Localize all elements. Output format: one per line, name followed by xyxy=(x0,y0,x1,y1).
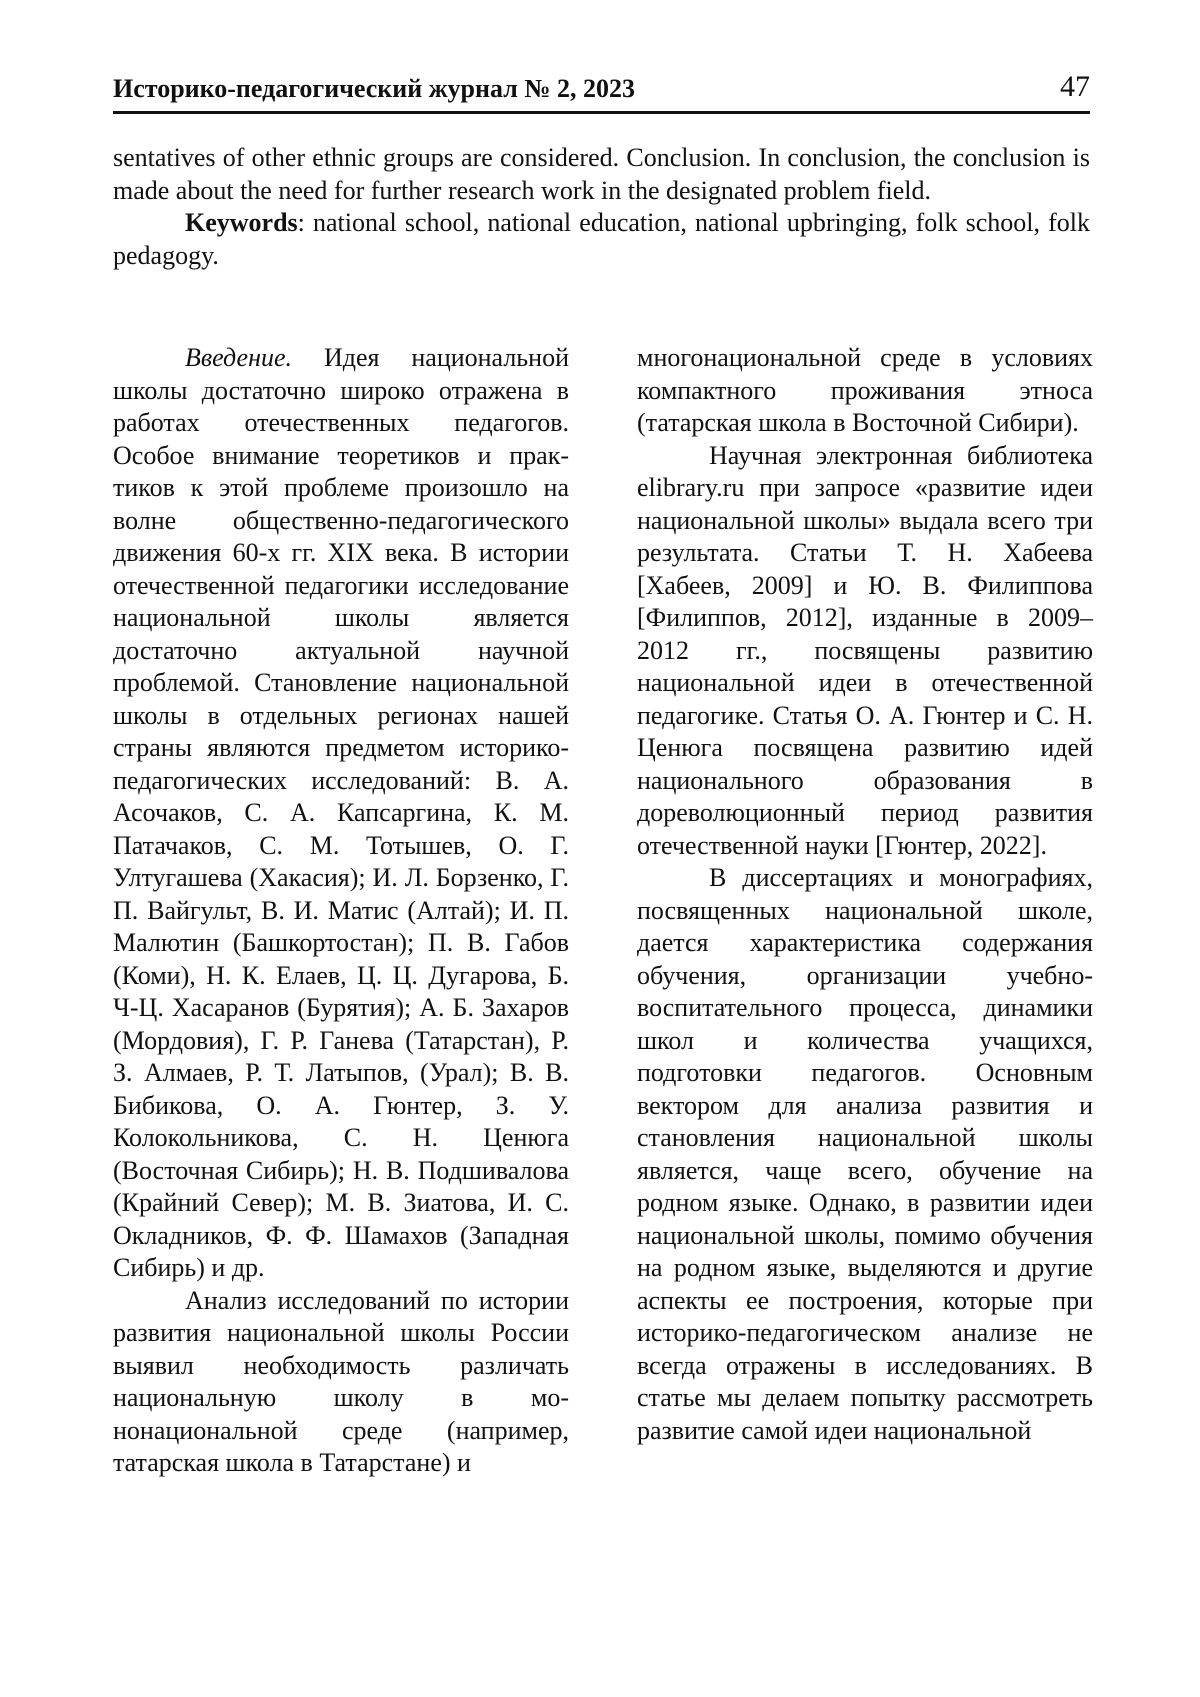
keywords-text: : national school, national education, national upbringing, folk school, folk pedagogy. xyxy=(113,208,1090,270)
right-column xyxy=(637,342,1093,1447)
introduction-text: Идея национальной школы достаточно широко отражена в работах отечественных педагогов. Особое внимание теоретиков и практиков к этой проблеме произошло на волне общественно-педагогического движения 60-х гг. XIX века. В истории отечественной педагогики исследование национальной школы является достаточно актуальной научной проблемой. Становление национальной школы в отдельных регионах нашей страны являются предметом историко-педагогических исследований: В. А. Асочаков, С. А. Капсаргина, К. М. Патачаков, С. М. Тотышев, О. Г. Ултугашева (Хакасия); И. Л. Борзенко, Г. П. Вайгульт, В. И. Матис (Алтай); И. П. Малютин (Башкортостан); П. В. Габов (Коми), Н. К. Елаев, Ц. Ц. Дугарова, Б. Ч-Ц. Хасаранов (Бурятия); А. Б. Захаров (Мордовия), Г. Р. Ганева (Татарстан), Р. З. Алмаев, Р. Т. Латыпов, (Урал); В. В. Бибикова, О. А. Гюнтер, З. У. Колокольникова, С. Н. Ценюга (Восточная Сибирь); Н. В. Подшивалова (Крайний Север); М. В. Зиатова, И. С. Окладников, Ф. Ф. Шамахов (Западная Сибирь) и др. xyxy=(113,343,569,1282)
abstract-section xyxy=(113,142,1090,272)
page-number: 47 xyxy=(1060,70,1090,103)
keywords-paragraph xyxy=(113,207,1090,272)
introduction-paragraph xyxy=(113,342,569,1285)
left-column xyxy=(113,342,569,1480)
keywords-label: Keywords xyxy=(185,208,298,237)
running-header xyxy=(113,66,1090,114)
continuation-paragraph: многонациональной среде в условиях компактного проживания этноса (татарская школа в Восточной Сибири). xyxy=(637,343,1093,437)
dissertations-paragraph: В диссертациях и монографиях, посвященных национальной школе, дается характеристика содержания обучения, организации учебно-воспитательного процесса, динамики школ и количества учащихся, подготовки педагогов. Основным вектором для анализа развития и становления национальной школы является, чаще всего, обучение на родном языке. Однако, в развитии идеи национальной школы, помимо обучения на родном языке, выделяются и другие аспекты ее построения, которые при историко-педагогическом анализе не всегда отражены в исследованиях. В статье мы делаем попытку рассмотреть развитие самой идеи национальной xyxy=(637,863,1093,1445)
analysis-paragraph: Анализ исследований по истории развития национальной школы России выявил необходимость различать национальную школу в мононациональной среде (например, татарская школа в Татарстане) и xyxy=(113,1285,569,1477)
abstract-continuation: sentatives of other ethnic groups are considered. Conclusion. In conclusion, the conclusion is made about the need for further research work in the designated problem field. xyxy=(113,143,1090,205)
introduction-lead: Введение. xyxy=(185,343,293,372)
elibrary-paragraph: Научная электронная библиотека elibrary.ru при запросе «развитие идеи национальной школы» выдала всего три результата. Статьи Т. Н. Хабеева [Хабеев, 2009] и Ю. В. Филиппова [Филиппов, 2012], изданные в 2009–2012 гг., посвящены развитию национальной идеи в отечественной педагогике. Статья О. А. Гюнтер и С. Н. Ценюга посвящена развитию идей национального образования в дореволюционный период развития отечественной науки [Гюнтер, 2022]. xyxy=(637,440,1093,860)
journal-title: Историко-педагогический журнал № 2, 2023 xyxy=(113,74,635,103)
journal-page xyxy=(113,0,1093,1697)
